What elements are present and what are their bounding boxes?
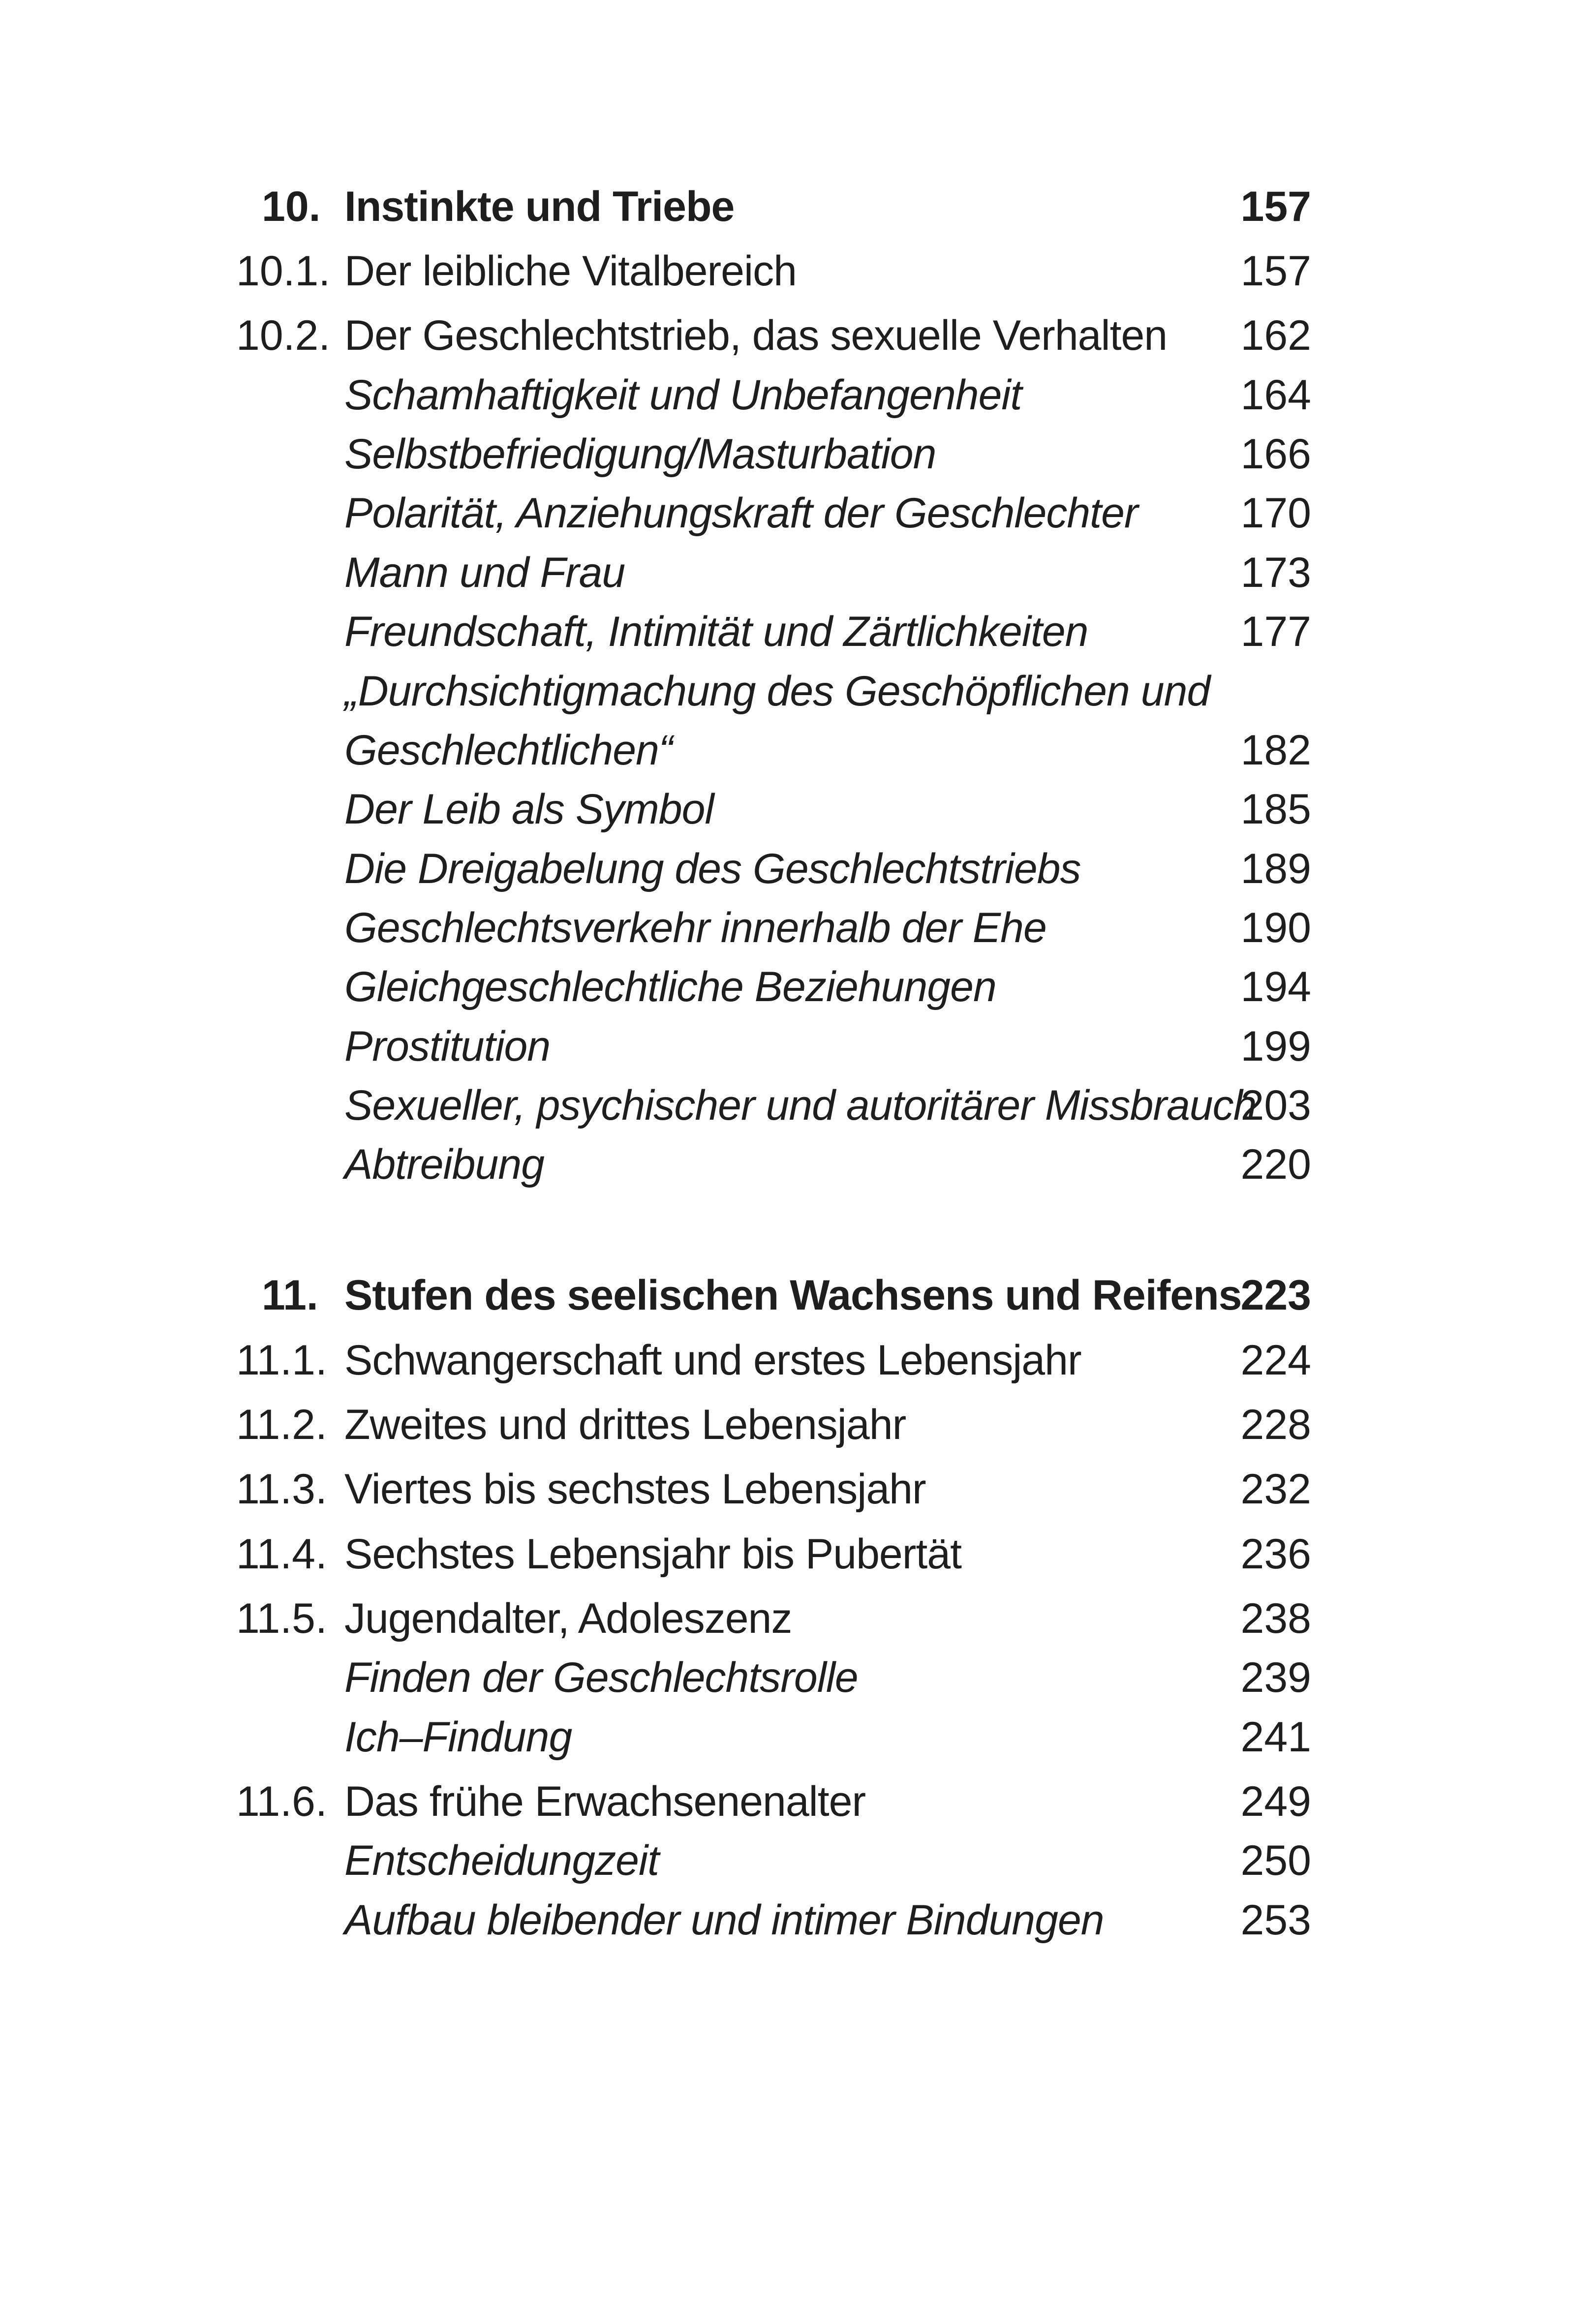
toc-subentry [0,543,1569,602]
entry-title: Abtreibung [344,1141,544,1188]
toc-subentry [0,721,1569,780]
page-number: 182 [1240,727,1311,774]
toc-entry [0,242,1569,301]
toc-subentry [0,1831,1569,1890]
toc-subentry [0,780,1569,839]
entry-title: Der Leib als Symbol [344,786,714,833]
toc-subentry [0,602,1569,661]
page-number: 166 [1240,430,1311,478]
page-number: 238 [1240,1595,1311,1642]
page-number: 194 [1240,963,1311,1010]
page-number: 236 [1240,1530,1311,1578]
page-number: 189 [1240,845,1311,892]
entry-title: Viertes bis sechstes Lebensjahr [344,1466,926,1513]
entry-title: Die Dreigabelung des Geschlechtstriebs [344,845,1081,892]
entry-title: Freundschaft, Intimität und Zärtlichkeiten [344,608,1088,655]
entry-title: Geschlechtlichen“ [344,727,673,774]
section-number: 11.1. [236,1337,327,1384]
page-number: 185 [1240,786,1311,833]
entry-title: Schamhaftigkeit und Unbefangenheit [344,371,1022,419]
toc-subentry [0,1891,1569,1950]
entry-title: Geschlechtsverkehr innerhalb der Ehe [344,904,1046,951]
page-number: 173 [1240,549,1311,596]
toc-entry [0,1331,1569,1390]
entry-title: Der Geschlechtstrieb, das sexuelle Verhalten [344,312,1168,359]
page-number: 228 [1240,1401,1311,1448]
chapter-title: Instinkte und Triebe [344,183,735,230]
toc-subentry [0,898,1569,957]
toc-chapter-heading [0,1266,1569,1325]
toc-subentry [0,1017,1569,1076]
page-number: 241 [1240,1713,1311,1761]
page-number: 220 [1240,1141,1311,1188]
toc-entry [0,1460,1569,1519]
chapter-title: Stufen des seelischen Wachsens und Reifens [344,1272,1242,1319]
section-number: 11.4. [236,1530,327,1578]
page-number: 162 [1240,312,1311,359]
entry-title: Das frühe Erwachsenenalter [344,1778,866,1825]
toc-subentry [0,366,1569,425]
entry-title: Der leibliche Vitalbereich [344,247,797,295]
section-number: 11.6. [236,1778,327,1825]
section-number: 11.5. [236,1595,327,1642]
entry-title: Sechstes Lebensjahr bis Pubertät [344,1530,962,1578]
entry-title: „Durchsichtigmachung des Geschöpflichen und [344,668,1210,715]
entry-title: Jugendalter, Adoleszenz [344,1595,792,1642]
page-number: 199 [1240,1023,1311,1070]
entry-title: Prostitution [344,1023,551,1070]
page-number: 232 [1240,1466,1311,1513]
entry-title: Gleichgeschlechtliche Beziehungen [344,963,996,1010]
section-number: 11.3. [236,1466,327,1513]
toc-chapter-heading [0,177,1569,236]
toc-subentry [0,1135,1569,1194]
page-number: 250 [1240,1837,1311,1884]
entry-title: Mann und Frau [344,549,625,596]
entry-title: Ich–Findung [344,1713,572,1761]
page-number: 253 [1240,1896,1311,1944]
page-number: 157 [1240,247,1311,295]
toc-entry [0,1772,1569,1831]
toc-entry [0,306,1569,365]
toc-subentry [0,484,1569,543]
toc-subentry [0,957,1569,1016]
section-number: 10.2. [236,312,331,359]
toc-subentry [0,425,1569,484]
page-number: 170 [1240,489,1311,537]
chapter-number: 10. [262,183,321,230]
toc-entry [0,1589,1569,1648]
entry-title: Finden der Geschlechtsrolle [344,1654,858,1701]
toc-entry [0,1525,1569,1584]
page-number: 223 [1240,1272,1311,1319]
toc-subentry [0,839,1569,898]
toc-subentry [0,1076,1569,1135]
page-number: 164 [1240,371,1311,419]
section-number: 10.1. [236,247,331,295]
toc-subentry [0,662,1569,721]
entry-title: Schwangerschaft und erstes Lebensjahr [344,1337,1081,1384]
entry-title: Polarität, Anziehungskraft der Geschlechter [344,489,1138,537]
toc-subentry [0,1648,1569,1707]
page-number: 224 [1240,1337,1311,1384]
page-number: 190 [1240,904,1311,951]
entry-title: Aufbau bleibender und intimer Bindungen [344,1896,1104,1944]
chapter-number: 11. [262,1272,318,1319]
page-number: 177 [1240,608,1311,655]
toc-entry [0,1395,1569,1454]
toc-subentry [0,1708,1569,1767]
section-number: 11.2. [236,1401,327,1448]
page-number: 157 [1240,183,1311,230]
entry-title: Zweites und drittes Lebensjahr [344,1401,906,1448]
entry-title: Entscheidungzeit [344,1837,659,1884]
page-number: 239 [1240,1654,1311,1701]
entry-title: Selbstbefriedigung/Masturbation [344,430,936,478]
entry-title: Sexueller, psychischer und autoritärer Missbrauch [344,1082,1257,1129]
page-number: 203 [1240,1082,1311,1129]
page-number: 249 [1240,1778,1311,1825]
